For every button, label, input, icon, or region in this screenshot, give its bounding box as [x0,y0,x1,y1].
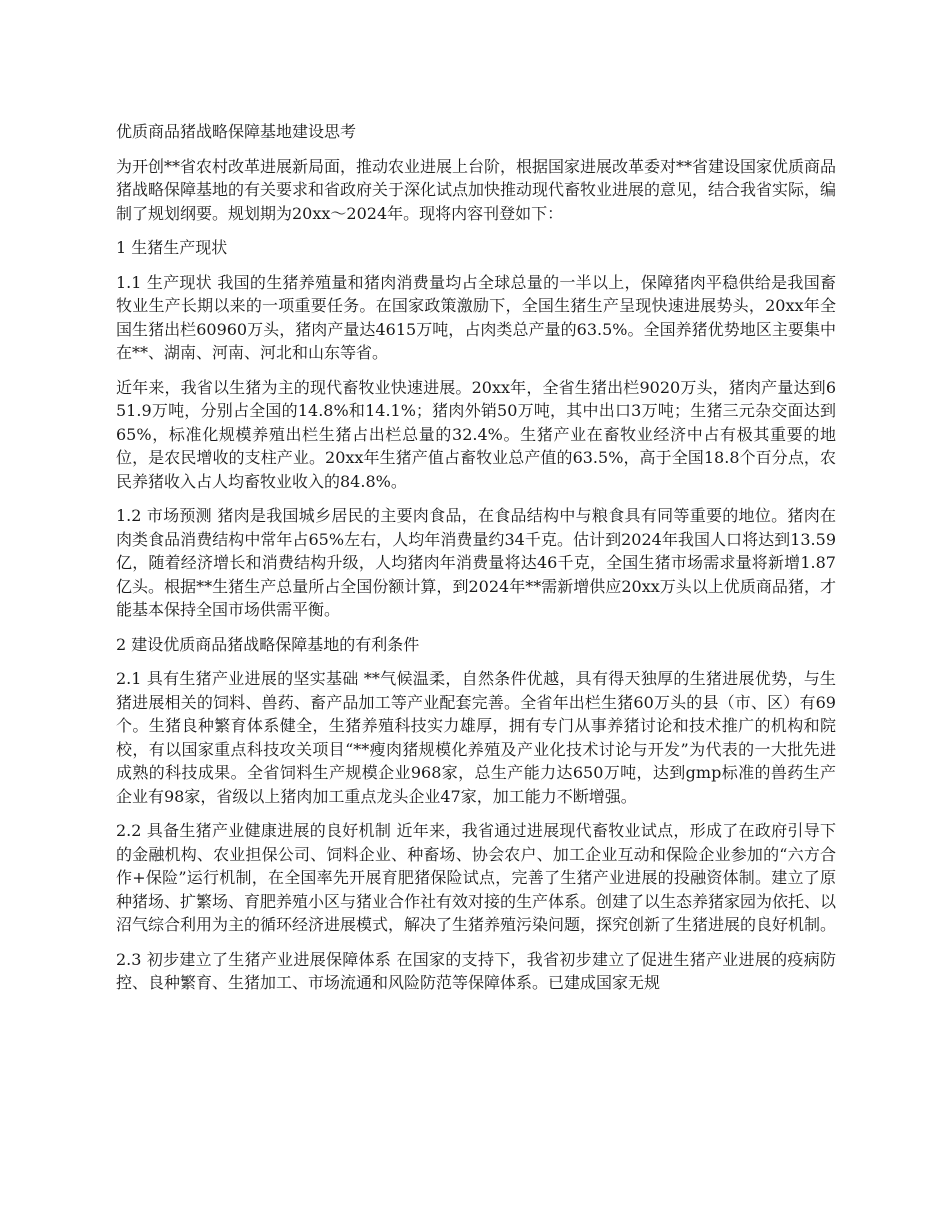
paragraph-2-3: 2.3 初步建立了生猪产业进展保障体系 在国家的支持下，我省初步建立了促进生猪产业进展的疫病防控、良种繁育、生猪加工、市场流通和风险防范等保障体系。已建成国家无规 [116,949,836,992]
paragraph-1-1: 1.1 生产现状 我国的生猪养殖量和猪肉消费量均占全球总量的一半以上，保障猪肉平稳供给是我国畜牧业生产长期以来的一项重要任务。在国家政策激励下，全国生猪生产呈现快速进展势头，20xx年全国生猪出栏60960万头，猪肉产量达4615万吨，占肉类总产量的63.5%。全国养猪优势地区主要集中在**、湖南、河南、河北和山东等省。 [116,272,836,362]
document-body [116,120,836,1006]
paragraph-2-1: 2.1 具有生猪产业进展的坚实基础 **气候温柔，自然条件优越，具有得天独厚的生猪进展优势，与生猪进展相关的饲料、兽药、畜产品加工等产业配套完善。全省年出栏生猪60万头的县（市、区）有69个。生猪良种繁育体系健全，生猪养殖科技实力雄厚，拥有专门从事养猪讨论和技术推广的机构和院校，有以国家重点科技攻关项目“**瘦肉猪规模化养殖及产业化技术讨论与开发”为代表的一大批先进成熟的科技成果。全省饲料生产规模企业968家，总生产能力达650万吨，达到gmp标准的兽药生产企业有98家，省级以上猪肉加工重点龙头企业47家，加工能力不断增强。 [116,669,836,806]
paragraph-2-2: 2.2 具备生猪产业健康进展的良好机制 近年来，我省通过进展现代畜牧业试点，形成了在政府引导下的金融机构、农业担保公司、饲料企业、种畜场、协会农户、加工企业互动和保险企业参加的“六方合作+保险”运行机制，在全国率先开展育肥猪保险试点，完善了生猪产业进展的投融资体制。建立了原种猪场、扩繁场、育肥养殖小区与猪业合作社有效对接的生产体系。创建了以生态养猪家园为依托、以沼气综合利用为主的循环经济进展模式，解决了生猪养殖污染问题，探究创新了生猪进展的良好机制。 [116,821,837,934]
section-heading-2: 2 建设优质商品猪战略保障基地的有利条件 [116,634,420,654]
section-heading-1: 1 生猪生产现状 [116,238,228,257]
paragraph-1-2: 1.2 市场预测 猪肉是我国城乡居民的主要肉食品，在食品结构中与粮食具有同等重要的地位。猪肉在肉类食品消费结构中常年占65%左右，人均年消费量约34千克。估计到2024年我国人口将达到13.59亿，随着经济增长和消费结构升级，人均猪肉年消费量将达46千克，全国生猪市场需求量将新增1.87亿头。根据**生猪生产总量所占全国份额计算，到2024年**需新增供应20xx万头以上优质商品猪，才能基本保持全国市场供需平衡。 [116,506,836,619]
document-title: 优质商品猪战略保障基地建设思考 [116,122,357,141]
intro-paragraph: 为开创**省农村改革进展新局面，推动农业进展上台阶，根据国家进展改革委对**省建设国家优质商品猪战略保障基地的有关要求和省政府关于深化试点加快推动现代畜牧业进展的意见，结合我省实际，编制了规划纲要。规划期为20xx～2024年。现将内容刊登如下： [116,156,837,223]
paragraph-1-1-cont: 近年来，我省以生猪为主的现代畜牧业快速进展。20xx年，全省生猪出栏9020万头，猪肉产量达到651.9万吨，分别占全国的14.8%和14.1%；猪肉外销50万吨，其中出口3万吨；生猪三元杂交面达到65%，标准化规模养殖出栏生猪占出栏总量的32.4%。生猪产业在畜牧业经济中占有极其重要的地位，是农民增收的支柱产业。20xx年生猪产值占畜牧业总产值的63.5%，高于全国18.8个百分点，农民养猪收入占人均畜牧业收入的84.8%。 [116,377,836,491]
